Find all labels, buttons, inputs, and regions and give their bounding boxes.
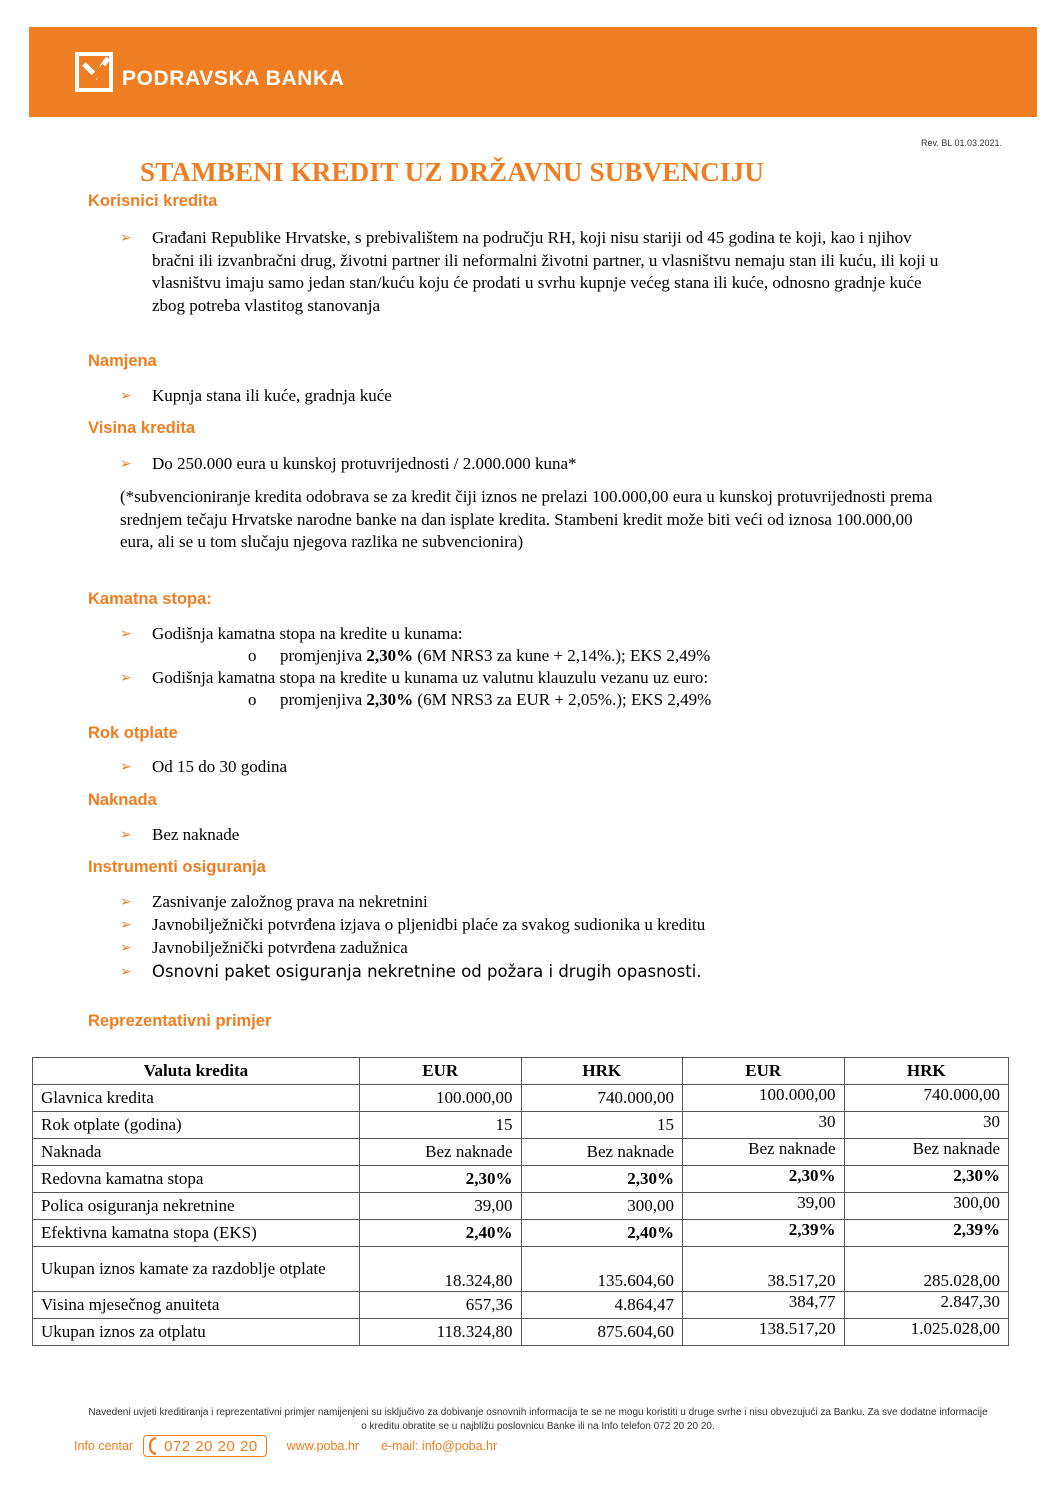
table-cell: 384,77	[683, 1292, 845, 1319]
table-cell: 2,30%	[360, 1166, 522, 1193]
table-cell: 138.517,20	[683, 1319, 845, 1346]
circle-bullet: o	[248, 646, 257, 665]
podravska-banka-logo-icon	[75, 52, 115, 94]
list-item-text: Javnobilježnički potvrđena izjava o pljenidbi plaće za svakog sudionika u kreditu	[152, 915, 706, 934]
table-row	[33, 1112, 1009, 1139]
table-row-label: Rok otplate (godina)	[33, 1112, 360, 1139]
table-cell: 135.604,60	[521, 1247, 683, 1292]
table-cell: 657,36	[360, 1292, 522, 1319]
website-link[interactable]: www.poba.hr	[286, 1439, 359, 1453]
representative-example-table	[32, 1057, 1009, 1346]
table-cell: 300,00	[521, 1193, 683, 1220]
disclaimer-text: Navedeni uvjeti kreditiranja i reprezentativni primjer namijenjeni su isključivo za dobivanje osnovnih informacija te se ne mogu koristiti u druge svrhe i nisu obvezujući za Banku. Za sve dodatne informacije o kreditu obratite se u najbližu poslovnicu Banke ili na Info telefon 072 20 20 20.	[88, 1407, 988, 1432]
circle-bullet: o	[248, 690, 257, 709]
table-cell: Bez naknade	[521, 1139, 683, 1166]
rate-prefix: promjenjiva	[280, 690, 367, 709]
table-row	[33, 1247, 1009, 1292]
bank-logo	[75, 52, 345, 94]
table-row	[33, 1292, 1009, 1319]
table-cell: 39,00	[360, 1193, 522, 1220]
arrow-bullet-icon: ➢	[120, 917, 132, 933]
header-band	[29, 27, 1037, 117]
table-cell: 15	[360, 1112, 522, 1139]
table-cell: 100.000,00	[683, 1085, 845, 1112]
list-item-text: Javnobilježnički potvrđena zadužnica	[152, 938, 408, 957]
table-cell: 2,39%	[683, 1220, 845, 1247]
table-cell: 2,30%	[844, 1166, 1009, 1193]
table-cell: 39,00	[683, 1193, 845, 1220]
rate-prefix: promjenjiva	[280, 646, 367, 665]
table-cell: 2.847,30	[844, 1292, 1009, 1319]
table-cell: 2,40%	[360, 1220, 522, 1247]
table-cell: 2,30%	[683, 1166, 845, 1193]
table-cell: Bez naknade	[844, 1139, 1009, 1166]
table-header-cell: HRK	[521, 1058, 683, 1085]
sub-list-item	[248, 689, 711, 711]
table-cell: 4.864,47	[521, 1292, 683, 1319]
list-item-text: Godišnja kamatna stopa na kredite u kunama:	[152, 624, 463, 643]
table-cell: 30	[683, 1112, 845, 1139]
subsidy-note: (*subvencioniranje kredita odobrava se za kredit čiji iznos ne prelazi 100.000,00 eura u kunskoj protuvrijednosti prema srednjem tečaju Hrvatske narodne banke na dan isplate kredita. Stambeni kredit može biti veći od iznosa 100.000,00 eura, ali se u tom slučaju njegova razlika ne subvencionira)	[120, 487, 933, 552]
arrow-bullet-icon: ➢	[120, 759, 132, 775]
section-heading-instrumenti: Instrumenti osiguranja	[88, 858, 266, 876]
section-heading-reprezentativni: Reprezentativni primjer	[88, 1012, 272, 1030]
info-centar-label: Info centar	[74, 1439, 134, 1453]
arrow-bullet-icon: ➢	[120, 894, 132, 910]
table-header-cell: Valuta kredita	[33, 1058, 360, 1085]
table-header-cell: HRK	[844, 1058, 1009, 1085]
list-item-text: Bez naknade	[152, 825, 240, 844]
email-link[interactable]: e-mail: info@poba.hr	[380, 1439, 498, 1453]
table-row	[33, 1319, 1009, 1346]
arrow-bullet-icon: ➢	[120, 827, 132, 843]
table-cell: 100.000,00	[360, 1085, 522, 1112]
table-row	[33, 1139, 1009, 1166]
arrow-bullet-icon: ➢	[120, 670, 132, 686]
section-heading-namjena: Namjena	[88, 352, 157, 370]
table-cell: 740.000,00	[844, 1085, 1009, 1112]
rate-suffix: (6M NRS3 za EUR + 2,05%.); EKS 2,49%	[413, 690, 712, 709]
table-row-label: Visina mjesečnog anuiteta	[33, 1292, 360, 1319]
rate-suffix: (6M NRS3 za kune + 2,14%.); EKS 2,49%	[413, 646, 711, 665]
table-cell: 740.000,00	[521, 1085, 683, 1112]
list-item-text: Osnovni paket osiguranja nekretnine od požara i drugih opasnosti.	[152, 962, 702, 981]
table-row-label: Ukupan iznos za otplatu	[33, 1319, 360, 1346]
arrow-bullet-icon: ➢	[120, 456, 132, 472]
sub-list-item	[248, 645, 710, 667]
rate-value: 2,30%	[366, 690, 414, 709]
arrow-bullet-icon: ➢	[120, 388, 132, 404]
table-row	[33, 1193, 1009, 1220]
table-cell: 18.324,80	[360, 1247, 522, 1292]
table-cell: 15	[521, 1112, 683, 1139]
table-cell: 2,30%	[521, 1166, 683, 1193]
arrow-bullet-icon: ➢	[120, 940, 132, 956]
list-item-text: Godišnja kamatna stopa na kredite u kunama uz valutnu klauzulu vezanu uz euro:	[152, 668, 709, 687]
table-row-label: Redovna kamatna stopa	[33, 1166, 360, 1193]
table-row	[33, 1220, 1009, 1247]
arrow-bullet-icon: ➢	[120, 626, 132, 642]
section-heading-kamatna: Kamatna stopa:	[88, 590, 212, 608]
section-heading-naknada: Naknada	[88, 791, 157, 809]
list-item-text: Zasnivanje založnog prava na nekretnini	[152, 892, 428, 911]
arrow-bullet-icon: ➢	[120, 964, 132, 980]
table-row-label: Efektivna kamatna stopa (EKS)	[33, 1220, 360, 1247]
table-header-row	[33, 1058, 1009, 1085]
table-cell: 118.324,80	[360, 1319, 522, 1346]
page-title: STAMBENI KREDIT UZ DRŽAVNU SUBVENCIJU	[140, 157, 765, 187]
table-cell: 30	[844, 1112, 1009, 1139]
table-row-label: Naknada	[33, 1139, 360, 1166]
table-row	[33, 1085, 1009, 1112]
list-item-text: Do 250.000 eura u kunskoj protuvrijednosti / 2.000.000 kuna*	[152, 454, 577, 473]
section-heading-visina: Visina kredita	[88, 419, 196, 437]
table-row-label: Ukupan iznos kamate za razdoblje otplate	[33, 1247, 360, 1292]
list-item-text: Kupnja stana ili kuće, gradnja kuće	[152, 386, 392, 405]
phone-icon	[148, 1437, 158, 1455]
table-cell: 2,39%	[844, 1220, 1009, 1247]
table-row-label: Glavnica kredita	[33, 1085, 360, 1112]
table-header-cell: EUR	[683, 1058, 845, 1085]
list-item-text: Od 15 do 30 godina	[152, 757, 288, 776]
revision-label: Rev. BL 01.03.2021.	[921, 138, 1003, 148]
table-row	[33, 1166, 1009, 1193]
bank-name: PODRAVSKA BANKA	[122, 67, 345, 90]
table-cell: 1.025.028,00	[844, 1319, 1009, 1346]
rate-value: 2,30%	[366, 646, 414, 665]
section-heading-rok: Rok otplate	[88, 724, 178, 742]
table-cell: 38.517,20	[683, 1247, 845, 1292]
table-header-cell: EUR	[360, 1058, 522, 1085]
table-cell: 875.604,60	[521, 1319, 683, 1346]
table-cell: Bez naknade	[683, 1139, 845, 1166]
table-row-label: Polica osiguranja nekretnine	[33, 1193, 360, 1220]
phone-number[interactable]	[143, 1435, 267, 1457]
table-cell: 2,40%	[521, 1220, 683, 1247]
phone-number-text: 072 20 20 20	[164, 1437, 258, 1455]
arrow-bullet-icon: ➢	[120, 230, 132, 246]
footer-contacts	[74, 1433, 497, 1459]
table-cell: Bez naknade	[360, 1139, 522, 1166]
table-cell: 285.028,00	[844, 1247, 1009, 1292]
list-item-text: Građani Republike Hrvatske, s prebivalištem na području RH, koji nisu stariji od 45 godina te koji, kao i njihov bračni ili izvanbračni drug, životni partner ili neformalni životni partner, u vlasništvu nemaju stan ili kuću, ili koji u vlasništvu imaju samo jedan stan/kuću koju će prodati u svrhu kupnje većeg stana ili kuće, odnosno gradnje kuće zbog potreba vlastitog stanovanja	[152, 228, 939, 315]
section-heading-korisnici: Korisnici kredita	[88, 192, 218, 210]
table-cell: 300,00	[844, 1193, 1009, 1220]
